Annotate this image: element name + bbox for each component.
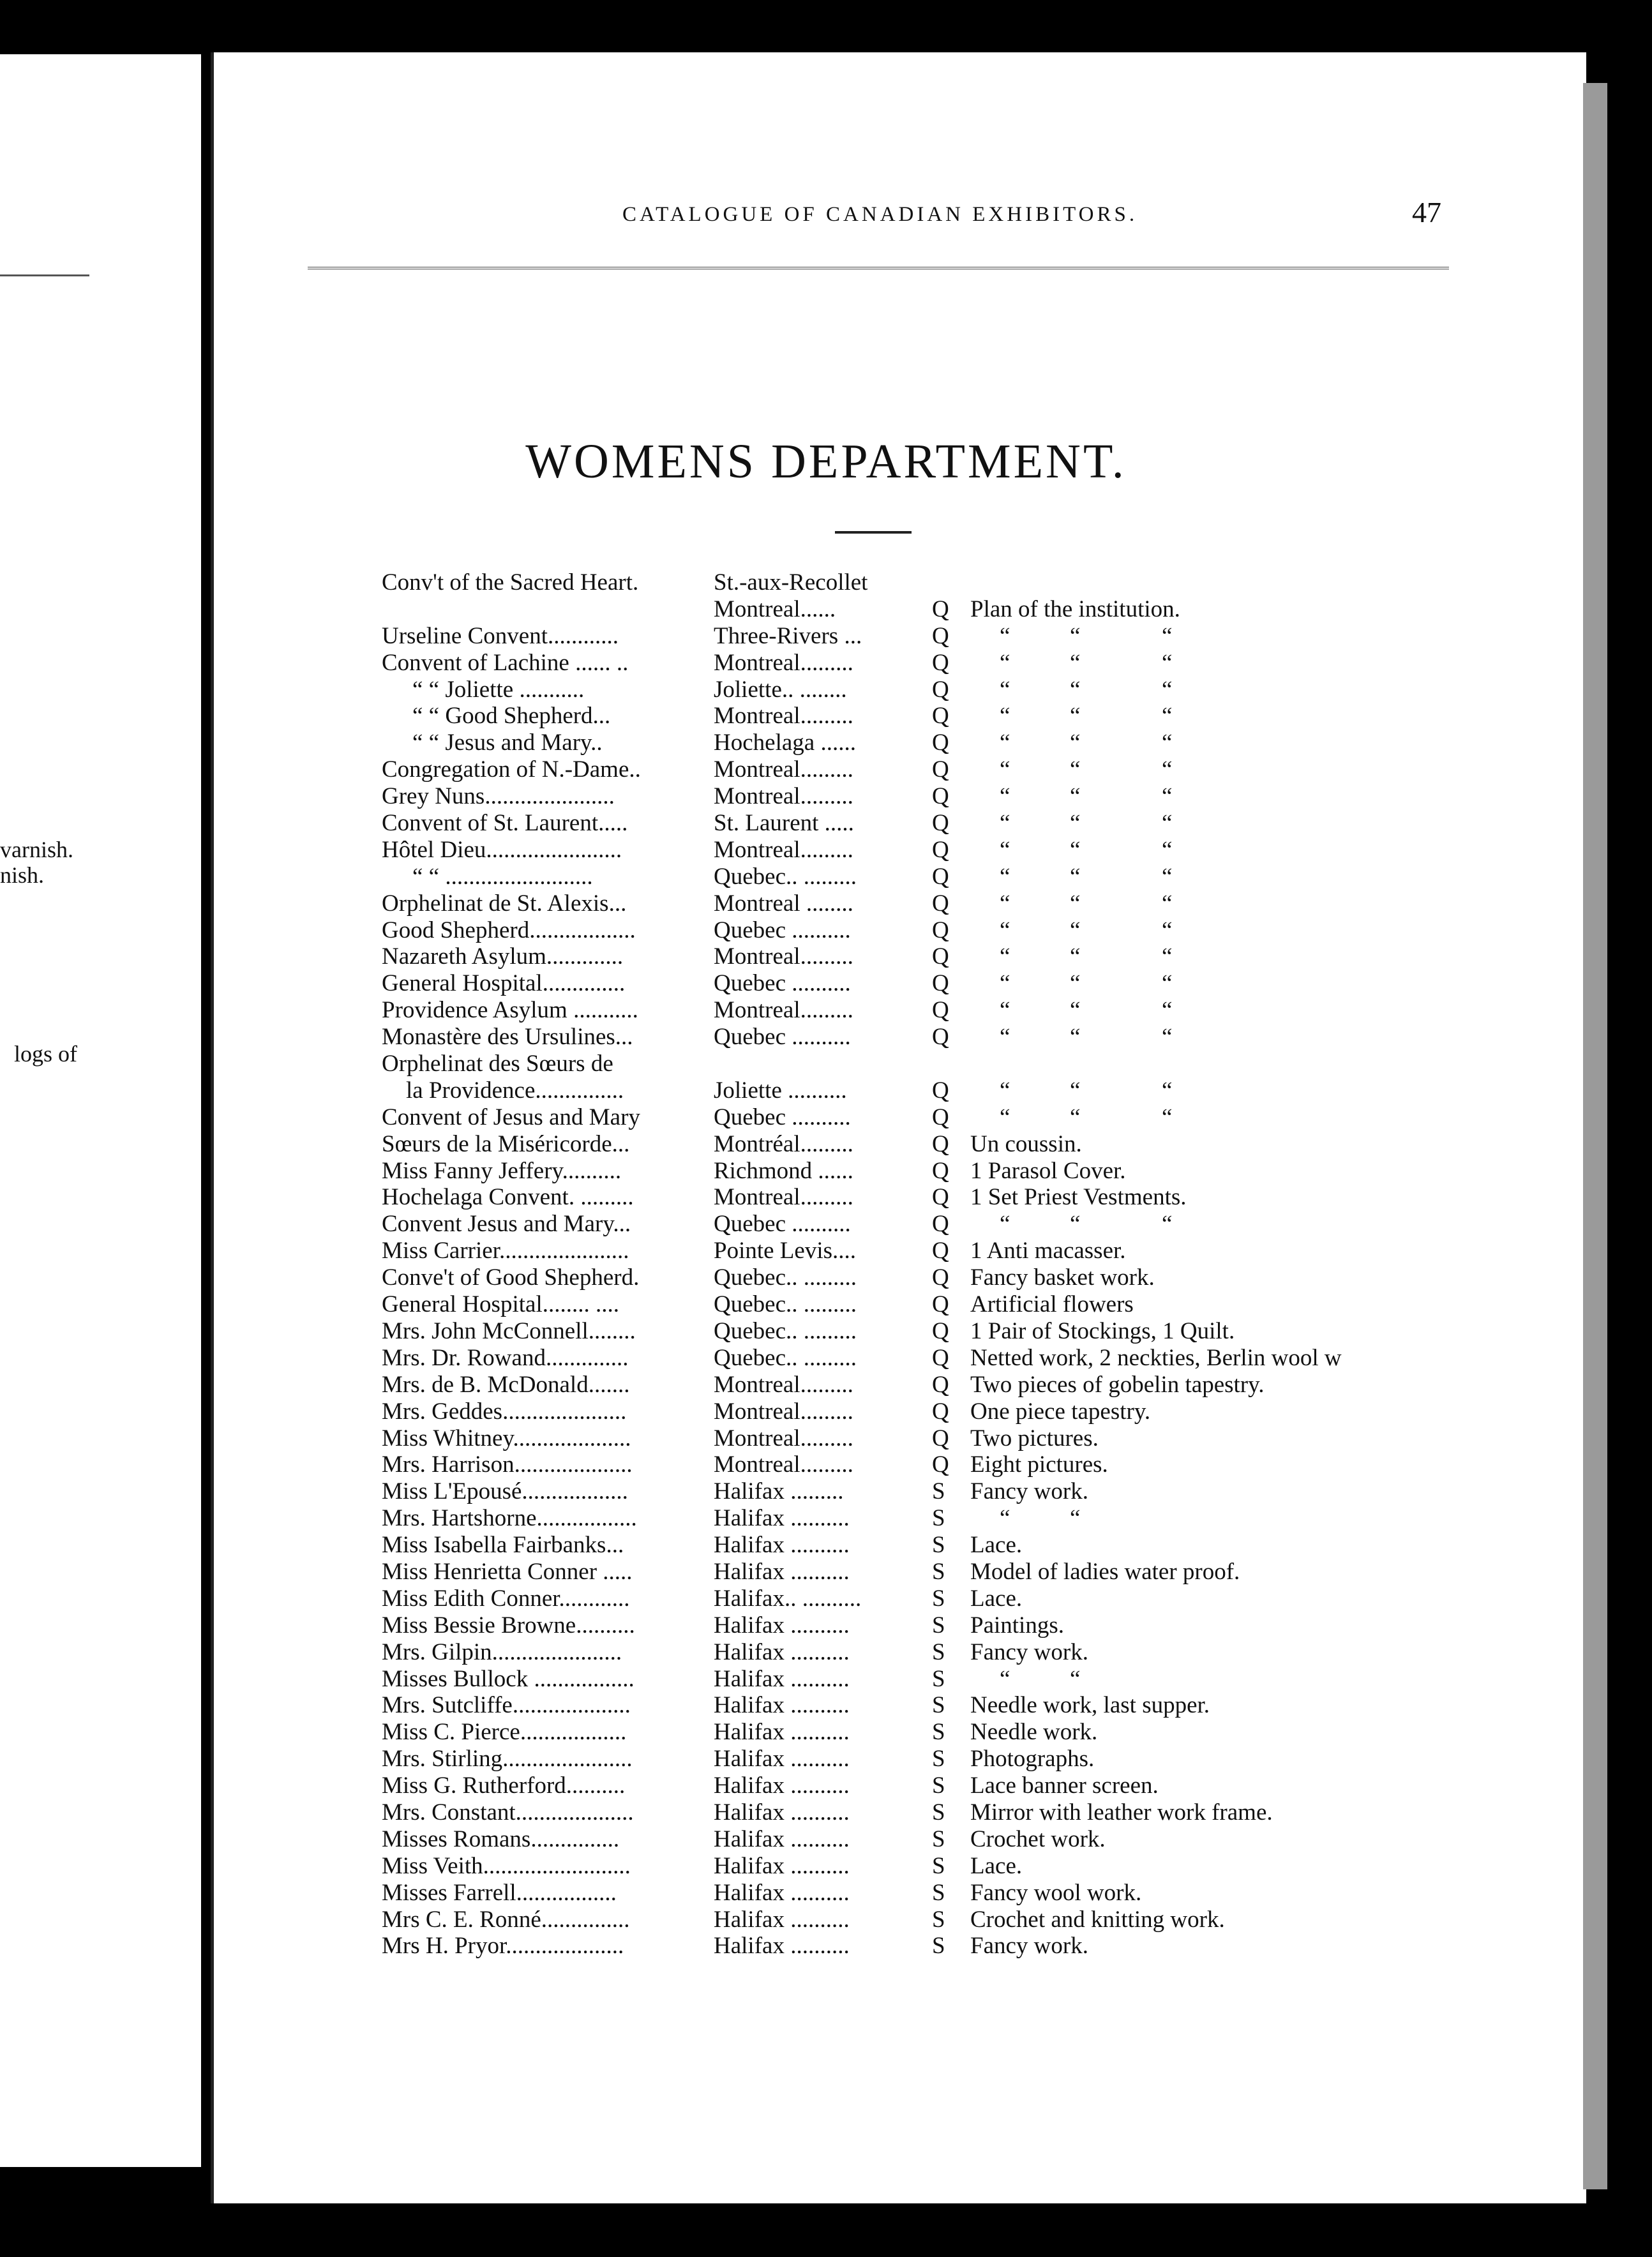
exhibit-description: Plan of the institution. — [970, 596, 1180, 622]
exhibit-description: Fancy work. — [970, 1478, 1088, 1505]
province-code: Q — [932, 1077, 949, 1104]
exhibit-description: Fancy work. — [970, 1933, 1088, 1960]
exhibit-description: Fancy wool work. — [970, 1879, 1142, 1906]
exhibitor-name: Mrs H. Pryor.................... — [382, 1933, 624, 1960]
province-code: S — [932, 1558, 945, 1585]
exhibitor-name: Miss Veith......................... — [382, 1852, 631, 1879]
province-code: S — [932, 1933, 945, 1960]
province-code: S — [932, 1665, 945, 1692]
province-code: Q — [932, 730, 949, 756]
province-code: S — [932, 1638, 945, 1665]
exhibitor-name: Orphelinat de St. Alexis... — [382, 890, 627, 917]
ditto-mark: “ — [1000, 1104, 1010, 1130]
exhibitor-name: Miss Henrietta Conner ..... — [382, 1558, 633, 1585]
ditto-mark: “ — [1070, 810, 1081, 837]
exhibitor-name: Nazareth Asylum............. — [382, 943, 624, 970]
ditto-mark: “ — [1000, 1024, 1010, 1051]
exhibitor-name: Misses Farrell................. — [382, 1879, 617, 1906]
province-code: Q — [932, 1291, 949, 1318]
exhibit-description: Needle work. — [970, 1719, 1098, 1746]
exhibitor-name: Miss Fanny Jeffery.......... — [382, 1157, 622, 1184]
province-code: Q — [932, 622, 949, 649]
left-page — [0, 54, 201, 2167]
province-code: Q — [932, 810, 949, 837]
ditto-mark: “ — [1000, 730, 1010, 756]
province-code: Q — [932, 783, 949, 810]
exhibitor-name: Mrs. Dr. Rowand.............. — [382, 1344, 629, 1371]
exhibitor-place: Quebec.. ......... — [714, 1317, 857, 1344]
province-code: Q — [932, 1371, 949, 1398]
exhibit-description: 1 Set Priest Vestments. — [970, 1184, 1187, 1211]
exhibit-description: Un coussin. — [970, 1130, 1082, 1157]
left-page-fragment: nish. — [0, 862, 45, 888]
ditto-mark: “ — [1000, 917, 1010, 943]
exhibitor-place: Halifax .......... — [714, 1799, 850, 1826]
ditto-mark: “ — [1000, 783, 1010, 810]
exhibitor-name: General Hospital........ .... — [382, 1291, 619, 1318]
province-code: S — [932, 1585, 945, 1612]
province-code: Q — [932, 1238, 949, 1264]
province-code: Q — [932, 890, 949, 917]
exhibitor-place: Quebec .......... — [714, 1104, 851, 1130]
ditto-mark: “ — [1070, 1665, 1081, 1692]
ditto-mark: “ — [1162, 810, 1173, 837]
exhibitor-place: Montreal......... — [714, 1184, 853, 1211]
ditto-mark: “ — [1000, 622, 1010, 649]
left-page-rule — [0, 274, 89, 276]
exhibitor-name: “ “ ......................... — [412, 863, 593, 890]
exhibitor-place: Halifax .......... — [714, 1612, 850, 1638]
exhibitor-name: Sœurs de la Miséricorde... — [382, 1130, 630, 1157]
exhibitor-place: Halifax .......... — [714, 1665, 850, 1692]
exhibitor-name: Convent of Jesus and Mary — [382, 1104, 640, 1130]
exhibitor-name: Good Shepherd.................. — [382, 917, 636, 943]
exhibitor-place: Halifax ......... — [714, 1478, 844, 1505]
exhibitor-name: Miss G. Rutherford.......... — [382, 1773, 626, 1799]
exhibitor-place: Montreal......... — [714, 1425, 853, 1451]
exhibitor-name: “ “ Good Shepherd... — [412, 703, 611, 730]
ditto-mark: “ — [1070, 1104, 1081, 1130]
ditto-mark: “ — [1162, 890, 1173, 917]
exhibit-description: Needle work, last supper. — [970, 1692, 1210, 1719]
province-code: Q — [932, 703, 949, 730]
exhibitor-name: Urseline Convent............ — [382, 622, 619, 649]
exhibitor-place: Richmond ...... — [714, 1157, 853, 1184]
exhibitor-place: Hochelaga ...... — [714, 730, 856, 756]
exhibitor-name: Miss L'Epousé.................. — [382, 1478, 628, 1505]
exhibitor-place: Montreal......... — [714, 703, 853, 730]
left-page-fragment: varnish. — [0, 837, 73, 862]
exhibitor-name: Mrs. de B. McDonald....... — [382, 1371, 630, 1398]
ditto-mark: “ — [1070, 703, 1081, 730]
exhibitor-name: Miss C. Pierce.................. — [382, 1719, 627, 1746]
province-code: Q — [932, 1398, 949, 1425]
exhibit-description: Two pieces of gobelin tapestry. — [970, 1371, 1265, 1398]
exhibitor-place: Halifax .......... — [714, 1773, 850, 1799]
ditto-mark: “ — [1000, 1505, 1010, 1532]
exhibit-description: 1 Parasol Cover. — [970, 1157, 1126, 1184]
exhibitor-place: Montréal......... — [714, 1130, 853, 1157]
ditto-mark: “ — [1000, 1665, 1010, 1692]
ditto-mark: “ — [1070, 622, 1081, 649]
exhibitor-place: Halifax .......... — [714, 1852, 850, 1879]
exhibitor-name: Grey Nuns...................... — [382, 783, 615, 810]
exhibitor-name: Monastère des Ursulines... — [382, 1024, 633, 1051]
province-code: Q — [932, 1184, 949, 1211]
exhibitor-name: Conve't of Good Shepherd. — [382, 1264, 640, 1291]
exhibitor-place: St. Laurent ..... — [714, 810, 854, 837]
province-code: Q — [932, 1024, 949, 1051]
province-code: Q — [932, 1317, 949, 1344]
ditto-mark: “ — [1000, 649, 1010, 676]
province-code: Q — [932, 863, 949, 890]
ditto-mark: “ — [1162, 1077, 1173, 1104]
exhibit-description: Eight pictures. — [970, 1451, 1108, 1478]
ditto-mark: “ — [1162, 649, 1173, 676]
ditto-mark: “ — [1070, 917, 1081, 943]
exhibitor-place: Quebec .......... — [714, 1024, 851, 1051]
exhibitor-name: General Hospital.............. — [382, 970, 626, 997]
province-code: Q — [932, 917, 949, 943]
exhibit-description: Fancy work. — [970, 1638, 1088, 1665]
exhibitor-place: Halifax .......... — [714, 1879, 850, 1906]
exhibitor-name: la Providence............... — [406, 1077, 624, 1104]
exhibitor-name: Mrs. Geddes..................... — [382, 1398, 627, 1425]
ditto-mark: “ — [1070, 863, 1081, 890]
ditto-mark: “ — [1162, 863, 1173, 890]
exhibitor-place: Montreal......... — [714, 649, 853, 676]
province-code: Q — [932, 756, 949, 783]
province-code: Q — [932, 1425, 949, 1451]
province-code: Q — [932, 943, 949, 970]
exhibitor-name: Hôtel Dieu....................... — [382, 836, 622, 863]
exhibitor-name: Convent of Lachine ...... .. — [382, 649, 629, 676]
exhibit-description: Lace. — [970, 1532, 1023, 1559]
province-code: Q — [932, 649, 949, 676]
ditto-mark: “ — [1070, 1024, 1081, 1051]
province-code: S — [932, 1612, 945, 1638]
ditto-mark: “ — [1000, 703, 1010, 730]
exhibitor-name: Misses Romans............... — [382, 1826, 620, 1852]
ditto-mark: “ — [1070, 1505, 1081, 1532]
exhibit-description: Lace. — [970, 1852, 1023, 1879]
ditto-mark: “ — [1162, 917, 1173, 943]
exhibitor-place: Halifax.. .......... — [714, 1585, 862, 1612]
ditto-mark: “ — [1070, 649, 1081, 676]
province-code: Q — [932, 1104, 949, 1130]
exhibitor-name: Miss Carrier...................... — [382, 1238, 629, 1264]
ditto-mark: “ — [1000, 890, 1010, 917]
exhibitor-name: Mrs. Stirling...................... — [382, 1746, 633, 1773]
exhibitor-place: Montreal......... — [714, 756, 853, 783]
exhibitor-place: Joliette .......... — [714, 1077, 847, 1104]
exhibitor-place: Halifax .......... — [714, 1505, 850, 1532]
exhibitor-place: Montreal ........ — [714, 890, 853, 917]
province-code: S — [932, 1773, 945, 1799]
ditto-mark: “ — [1000, 756, 1010, 783]
ditto-mark: “ — [1070, 756, 1081, 783]
ditto-mark: “ — [1000, 1211, 1010, 1238]
exhibitor-place: Quebec.. ......... — [714, 1344, 857, 1371]
exhibitor-name: Orphelinat des Sœurs de — [382, 1051, 613, 1077]
ditto-mark: “ — [1070, 943, 1081, 970]
exhibitor-place: Halifax .......... — [714, 1906, 850, 1933]
exhibitor-place: Halifax .......... — [714, 1692, 850, 1719]
ditto-mark: “ — [1162, 703, 1173, 730]
exhibitor-name: Miss Bessie Browne.......... — [382, 1612, 635, 1638]
province-code: S — [932, 1532, 945, 1559]
ditto-mark: “ — [1162, 943, 1173, 970]
province-code: Q — [932, 676, 949, 703]
ditto-mark: “ — [1162, 997, 1173, 1024]
province-code: Q — [932, 1157, 949, 1184]
ditto-mark: “ — [1070, 997, 1081, 1024]
province-code: S — [932, 1906, 945, 1933]
exhibitor-name: “ “ Jesus and Mary.. — [412, 730, 603, 756]
ditto-mark: “ — [1070, 836, 1081, 863]
province-code: Q — [932, 836, 949, 863]
exhibitor-place: Montreal......... — [714, 1371, 853, 1398]
exhibitor-name: Miss Isabella Fairbanks... — [382, 1532, 624, 1559]
exhibit-description: Lace. — [970, 1585, 1023, 1612]
exhibitor-place: Halifax .......... — [714, 1558, 850, 1585]
ditto-mark: “ — [1162, 1024, 1173, 1051]
province-code: S — [932, 1505, 945, 1532]
left-page-fragment: logs of — [14, 1041, 77, 1067]
page-title: WOMENS DEPARTMENT. — [525, 435, 1127, 488]
exhibit-description: 1 Anti macasser. — [970, 1238, 1126, 1264]
ditto-mark: “ — [1000, 836, 1010, 863]
ditto-mark: “ — [1000, 970, 1010, 997]
exhibitor-place: Montreal......... — [714, 997, 853, 1024]
exhibitor-name: Congregation of N.-Dame.. — [382, 756, 641, 783]
page-edge — [1583, 83, 1607, 2189]
exhibit-description: One piece tapestry. — [970, 1398, 1151, 1425]
province-code: S — [932, 1799, 945, 1826]
ditto-mark: “ — [1070, 676, 1081, 703]
ditto-mark: “ — [1070, 783, 1081, 810]
ditto-mark: “ — [1162, 756, 1173, 783]
ditto-mark: “ — [1070, 970, 1081, 997]
ditto-mark: “ — [1000, 810, 1010, 837]
ditto-mark: “ — [1000, 1077, 1010, 1104]
exhibitor-name: Mrs C. E. Ronné............... — [382, 1906, 630, 1933]
ditto-mark: “ — [1000, 943, 1010, 970]
province-code: S — [932, 1826, 945, 1852]
exhibitor-place: Quebec .......... — [714, 917, 851, 943]
ditto-mark: “ — [1070, 730, 1081, 756]
exhibit-description: Paintings. — [970, 1612, 1064, 1638]
ditto-mark: “ — [1000, 676, 1010, 703]
running-head: CATALOGUE OF CANADIAN EXHIBITORS. — [622, 203, 1138, 226]
exhibitor-place: Montreal......... — [714, 836, 853, 863]
ditto-mark: “ — [1070, 1211, 1081, 1238]
exhibit-description: Netted work, 2 neckties, Berlin wool w — [970, 1344, 1342, 1371]
ditto-mark: “ — [1070, 1077, 1081, 1104]
exhibitor-place: Joliette.. ........ — [714, 676, 847, 703]
exhibitor-place: Quebec.. ......... — [714, 1291, 857, 1318]
province-code: S — [932, 1478, 945, 1505]
exhibit-description: Lace banner screen. — [970, 1773, 1159, 1799]
exhibit-description: Model of ladies water proof. — [970, 1558, 1240, 1585]
province-code: S — [932, 1692, 945, 1719]
province-code: Q — [932, 1130, 949, 1157]
province-code: Q — [932, 970, 949, 997]
exhibitor-name: Mrs. Sutcliffe.................... — [382, 1692, 631, 1719]
exhibitor-place: Three-Rivers ... — [714, 622, 862, 649]
ditto-mark: “ — [1162, 970, 1173, 997]
ditto-mark: “ — [1162, 783, 1173, 810]
exhibitor-place: Montreal......... — [714, 1451, 853, 1478]
exhibitor-place: Halifax .......... — [714, 1746, 850, 1773]
exhibitor-place: Montreal......... — [714, 783, 853, 810]
exhibitor-name: Mrs. John McConnell........ — [382, 1317, 636, 1344]
ditto-mark: “ — [1162, 730, 1173, 756]
exhibitor-name: Convent of St. Laurent..... — [382, 810, 628, 837]
title-rule — [835, 531, 912, 534]
exhibitor-name: Convent Jesus and Mary... — [382, 1211, 631, 1238]
exhibitor-name: Mrs. Gilpin...................... — [382, 1638, 622, 1665]
province-code: Q — [932, 1344, 949, 1371]
province-code: Q — [932, 1451, 949, 1478]
exhibitor-place: Quebec .......... — [714, 1211, 851, 1238]
province-code: S — [932, 1852, 945, 1879]
exhibitor-place: Halifax .......... — [714, 1532, 850, 1559]
province-code: Q — [932, 1264, 949, 1291]
exhibitor-place: Montreal......... — [714, 943, 853, 970]
exhibitor-name: Mrs. Harrison.................... — [382, 1451, 633, 1478]
exhibitor-name: Mrs. Constant.................... — [382, 1799, 634, 1826]
exhibitor-place: Montreal...... — [714, 596, 836, 622]
exhibitor-place: St.-aux-Recollet — [714, 569, 868, 596]
exhibitor-place: Halifax .......... — [714, 1638, 850, 1665]
ditto-mark: “ — [1162, 1211, 1173, 1238]
province-code: Q — [932, 596, 949, 622]
ditto-mark: “ — [1162, 676, 1173, 703]
exhibitor-place: Quebec .......... — [714, 970, 851, 997]
ditto-mark: “ — [1070, 890, 1081, 917]
exhibitor-name: Conv't of the Sacred Heart. — [382, 569, 639, 596]
province-code: Q — [932, 997, 949, 1024]
exhibitor-name: Hochelaga Convent. ......... — [382, 1184, 634, 1211]
ditto-mark: “ — [1162, 836, 1173, 863]
exhibitor-place: Pointe Levis.... — [714, 1238, 857, 1264]
exhibitor-name: Miss Edith Conner............ — [382, 1585, 630, 1612]
exhibit-description: 1 Pair of Stockings, 1 Quilt. — [970, 1317, 1235, 1344]
exhibitor-name: “ “ Joliette ........... — [412, 676, 585, 703]
province-code: S — [932, 1746, 945, 1773]
exhibit-description: Crochet and knitting work. — [970, 1906, 1225, 1933]
ditto-mark: “ — [1000, 997, 1010, 1024]
exhibit-description: Photographs. — [970, 1746, 1095, 1773]
ditto-mark: “ — [1162, 1104, 1173, 1130]
ditto-mark: “ — [1000, 863, 1010, 890]
exhibit-description: Two pictures. — [970, 1425, 1099, 1451]
exhibit-description: Crochet work. — [970, 1826, 1106, 1852]
exhibitor-place: Halifax .......... — [714, 1826, 850, 1852]
exhibitor-name: Mrs. Hartshorne................. — [382, 1505, 637, 1532]
exhibitor-place: Quebec.. ......... — [714, 863, 857, 890]
page-number: 47 — [1412, 196, 1441, 229]
province-code: S — [932, 1719, 945, 1746]
exhibitor-place: Halifax .......... — [714, 1933, 850, 1960]
header-rule — [308, 267, 1449, 269]
exhibitor-name: Miss Whitney.................... — [382, 1425, 631, 1451]
exhibitor-place: Montreal......... — [714, 1398, 853, 1425]
province-code: S — [932, 1879, 945, 1906]
exhibitor-name: Providence Asylum ........... — [382, 997, 638, 1024]
exhibit-description: Mirror with leather work frame. — [970, 1799, 1273, 1826]
province-code: Q — [932, 1211, 949, 1238]
exhibitor-place: Halifax .......... — [714, 1719, 850, 1746]
ditto-mark: “ — [1162, 622, 1173, 649]
exhibitor-name: Misses Bullock ................. — [382, 1665, 635, 1692]
exhibit-description: Artificial flowers — [970, 1291, 1134, 1318]
exhibit-description: Fancy basket work. — [970, 1264, 1155, 1291]
exhibitor-place: Quebec.. ......... — [714, 1264, 857, 1291]
